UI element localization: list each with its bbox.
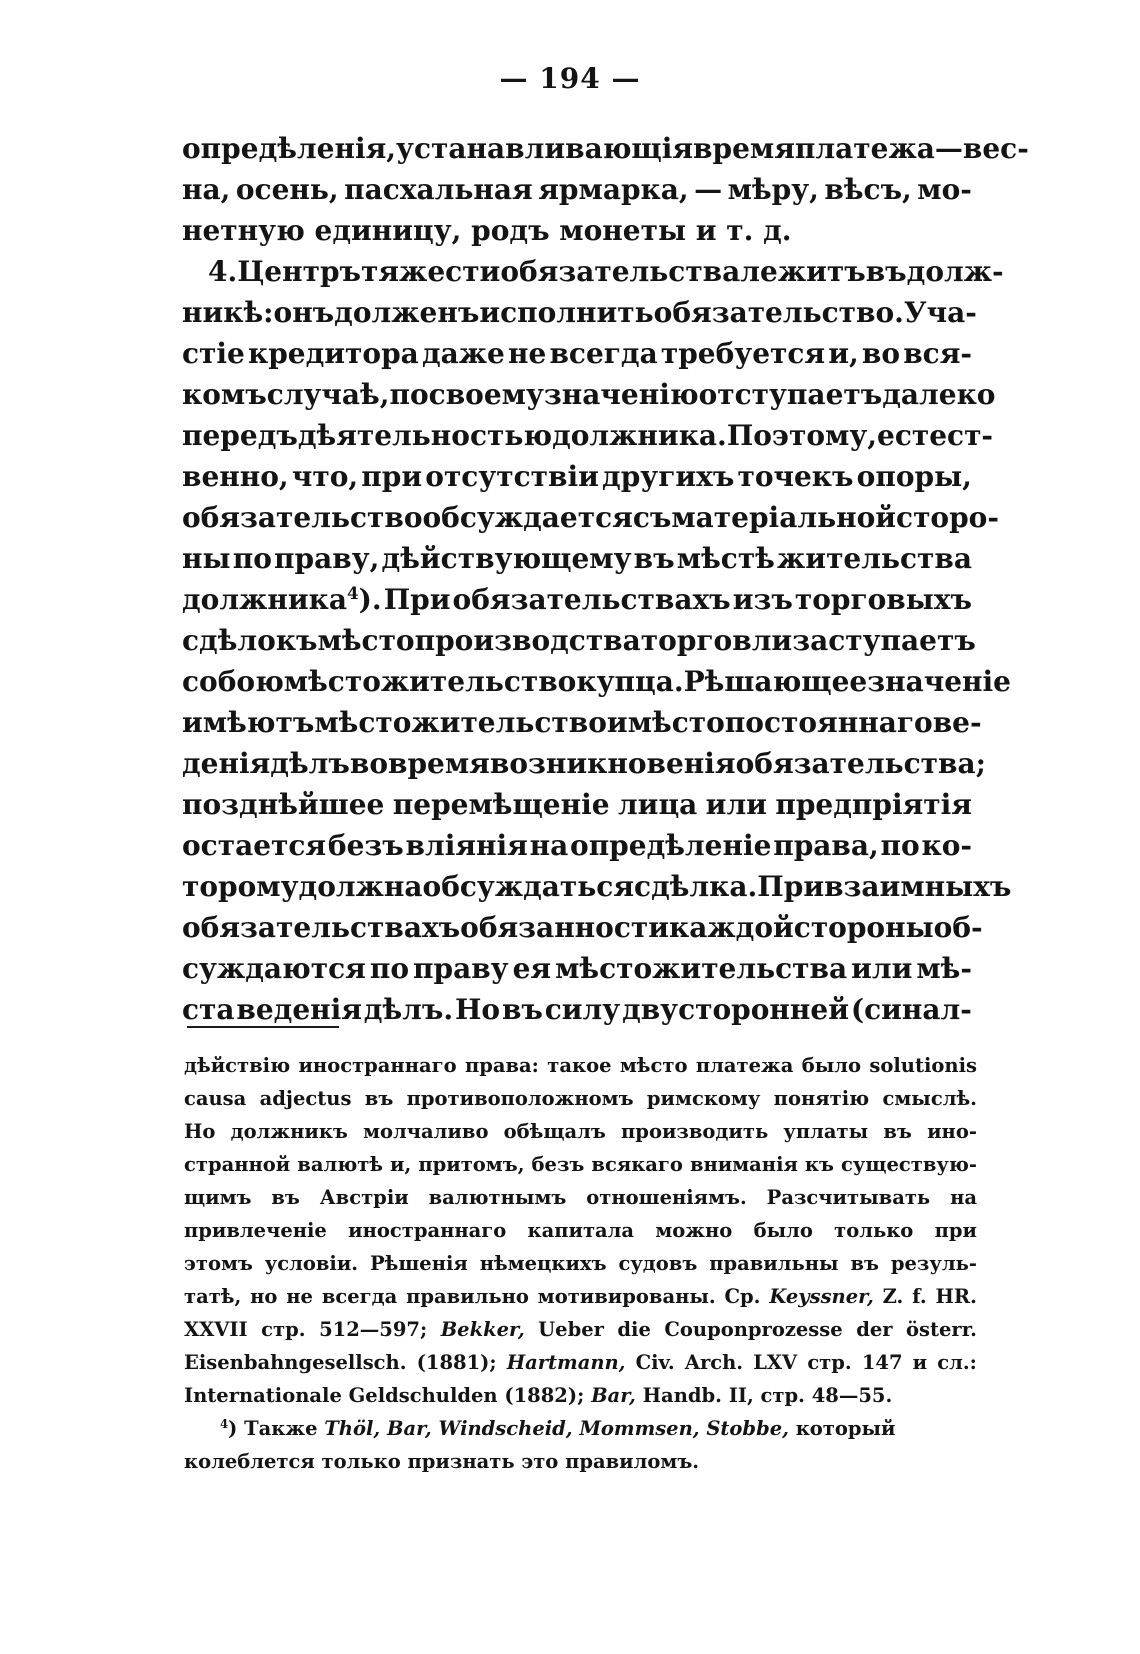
page-number: — 194 — xyxy=(499,62,641,95)
footnote-separator xyxy=(187,1026,339,1028)
footnote-continuation xyxy=(184,1049,977,1412)
main-text-line: комъ случаѣ, по своему значенію отступаетъ далеко xyxy=(182,378,996,411)
footnote-3-line: causa adjectus въ противоположномъ римскому понятію смыслѣ. xyxy=(184,1087,977,1110)
footnote-4-line-2: колеблется только признать это правиломъ. xyxy=(184,1450,700,1473)
footnote-3-line: щимъ въ Австріи валютнымъ отношеніямъ. Разсчитывать на xyxy=(184,1186,977,1209)
main-text-line: обязательство обсуждается съ матеріальной сторо- xyxy=(182,501,999,534)
footnote-3-line: странной валютѣ и, притомъ, безъ всякаго вниманія къ существую- xyxy=(184,1153,977,1176)
main-text-line: на, осень, пасхальная ярмарка, — мѣру, вѣсъ, мо- xyxy=(182,173,972,206)
footnote-4-lead: $^4$) Также Thöl, Bar, Windscheid, Mommsen, Stobbe, который xyxy=(220,1416,896,1440)
footnote-3-line: этомъ условіи. Рѣшенія нѣмецкихъ судовъ правильны въ резуль- xyxy=(184,1252,977,1275)
main-text-line: остается безъ вліянія на опредѣленіе права, по ко- xyxy=(182,829,972,862)
main-text-line: суждаются по праву ея мѣстожительства или мѣ- xyxy=(182,952,972,985)
main-text-line: 4. Центръ тяжести обязательства лежитъ въ долж- xyxy=(208,255,1004,288)
main-text-line: передъ дѣятельностью должника. Поэтому, естест- xyxy=(182,419,994,452)
main-text-line: сдѣлокъ мѣсто производства торговли заступаетъ xyxy=(182,624,976,657)
main-text-line: никѣ: онъ долженъ исполнить обязательство. Уча- xyxy=(182,296,977,329)
main-text-line: позднѣйшее перемѣщеніе лица или предпріятія xyxy=(182,788,972,821)
main-text-line: нетную единицу, родъ монеты и т. д. xyxy=(182,214,792,247)
main-text-block xyxy=(182,128,1029,1030)
footnote-4-line-1 xyxy=(184,1412,977,1445)
main-text-line: ны по праву, дѣйствующему въ мѣстѣ жительства xyxy=(182,542,972,575)
main-text-line: торому должна обсуждаться сдѣлка. При взаимныхъ xyxy=(182,870,1012,903)
main-text-line: обязательствахъ обязанности каждой стороны об- xyxy=(182,911,983,944)
footnote-3-line: Но должникъ молчаливо обѣщалъ производить уплаты въ ино- xyxy=(184,1120,977,1143)
footnote-3-line: дѣйствію иностраннаго права: такое мѣсто платежа было solutionis xyxy=(184,1054,977,1077)
main-text-line: собою мѣстожительство купца. Рѣшающее значеніе xyxy=(182,665,1011,698)
main-text-line: имѣютъ мѣстожительство и мѣсто постояннаго ве- xyxy=(182,706,982,739)
footnote-3-line: татѣ, но не всегда правильно мотивированы. Ср. Keyssner, Z. f. HR. xyxy=(184,1285,977,1308)
main-text-line: ста веденія дѣлъ. Но въ силу двусторонней (синал- xyxy=(182,993,972,1026)
main-text-line: венно, что, при отсутствіи другихъ точекъ опоры, xyxy=(182,460,972,493)
footnote-3-line: Eisenbahngesellsch. (1881); Hartmann, Civ. Arch. LXV стр. 147 и сл.: xyxy=(184,1351,977,1374)
main-text-line: должника$^4$). При обязательствахъ изъ торговыхъ xyxy=(182,582,972,616)
footnote-3-line: привлеченіе иностраннаго капитала можно было только при xyxy=(184,1219,977,1242)
main-text-line: стіе кредитора даже не всегда требуется и, во вся- xyxy=(182,337,972,370)
footnote-3-line: Internationale Geldschulden (1882); Bar, Handb. II, стр. 48—55. xyxy=(184,1384,893,1407)
footnote-3-line: XXVII стр. 512—597; Bekker, Ueber die Couponprozesse der österr. xyxy=(184,1318,977,1341)
main-text-line: денія дѣлъ во время возникновенія обязательства; xyxy=(182,747,986,780)
footnotes-block xyxy=(184,1049,977,1478)
main-text-line: опредѣленія, устанавливающія время платежа — вес- xyxy=(182,132,1029,165)
